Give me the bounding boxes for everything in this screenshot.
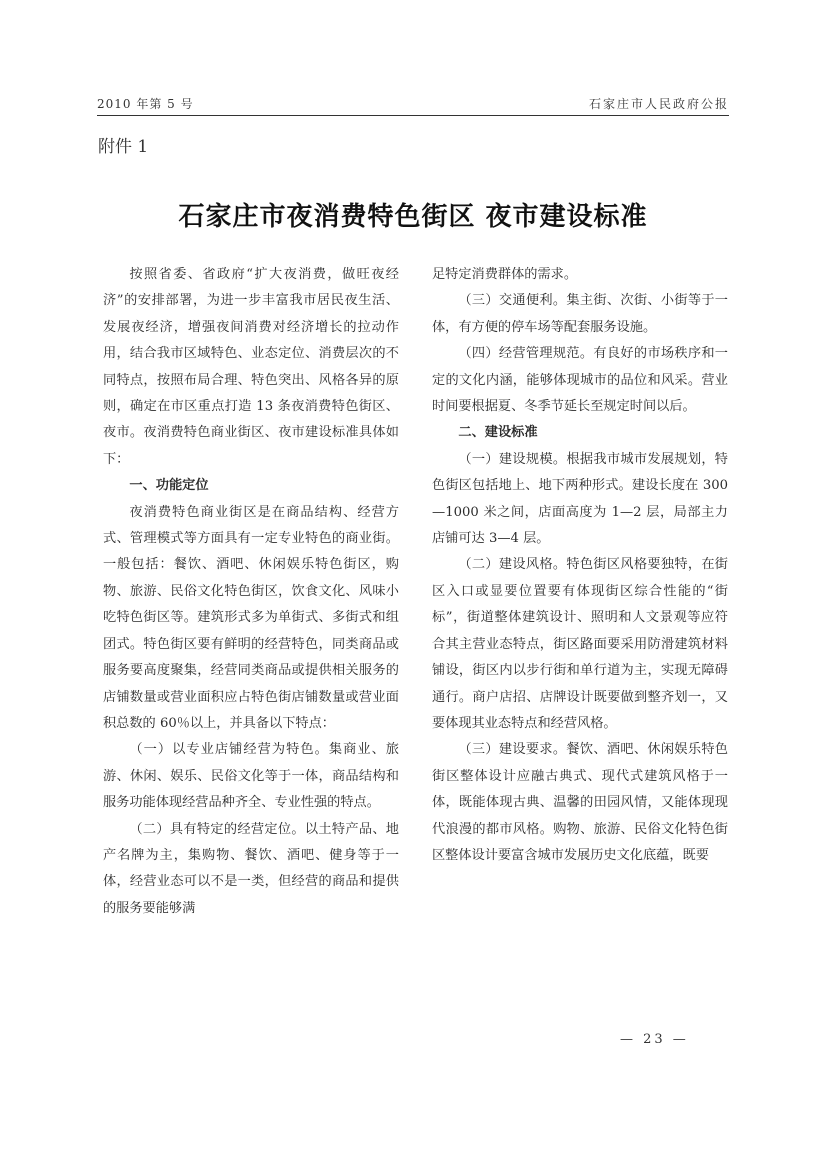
issue-label: 2010 年第 5 号 <box>97 97 194 111</box>
publication-name: 石家庄市人民政府公报 <box>588 97 729 111</box>
paragraph: （三）建设要求。餐饮、酒吧、休闲娱乐特色街区整体设计应融古典式、现代式建筑风格于一体，既能体现古典、温馨的田园风情，又能体现现代浪漫的都市风格。购物、旅游、民俗文化特色街区整体设计要富含城市发展历史文化底蕴，既要 <box>432 742 728 863</box>
paragraph: 夜消费特色商业街区是在商品结构、经营方式、管理模式等方面具有一定专业特色的商业街。一般包括：餐饮、酒吧、休闲娱乐特色街区，购物、旅游、民俗文化特色街区，饮食文化、风味小吃特色街区等。建筑形式多为单街式、多街式和组团式。特色街区要有鲜明的经营特色，同类商品或服务要高度聚集，经营同类商品或提供相关服务的店铺数量或营业面积应占特色街店铺数量或营业面积总数的 60％以上，并具备以下特点： <box>103 504 399 731</box>
attachment-label: 附件 1 <box>98 137 149 157</box>
page-number: — 23 — <box>620 1032 689 1047</box>
left-column <box>103 262 399 922</box>
running-header <box>97 95 729 115</box>
paragraph-continuation: 足特定消费群体的需求。 <box>432 267 578 282</box>
paragraph: （一）建设规模。根据我市城市发展规划，特色街区包括地上、地下两种形式。建设长度在 300—1000 米之间，店面高度为 1—2 层，局部主力店铺可达 3—4 层。 <box>432 451 728 547</box>
paragraph: （二）具有特定的经营定位。以土特产品、地产名牌为主，集购物、餐饮、酒吧、健身等于一体，经营业态可以不是一类，但经营的商品和提供的服务要能够满 <box>103 821 399 916</box>
section-heading: 二、建设标准 <box>458 425 538 441</box>
document-title: 石家庄市夜消费特色街区 夜市建设标准 <box>178 202 648 232</box>
paragraph: （三）交通便利。集主街、次街、小街等于一体，有方便的停车场等配套服务设施。 <box>432 293 728 335</box>
paragraph: 按照省委、省政府“扩大夜消费，做旺夜经济”的安排部署，为进一步丰富我市居民夜生活、发展夜经济，增强夜间消费对经济增长的拉动作用，结合我市区域特色、业态定位、消费层次的不同特点，按照布局合理、特色突出、风格各异的原则，确定在市区重点打造 13 条夜消费特色街区、夜市。夜消费特色商业街区、夜市建设标准具体如下： <box>103 267 399 467</box>
header-rule <box>97 115 729 116</box>
right-column <box>432 262 728 869</box>
section-heading: 一、功能定位 <box>129 478 209 494</box>
paragraph: （二）建设风格。特色街区风格要独特，在街区入口或显要位置要有体现街区综合性能的“街标”，街道整体建筑设计、照明和人文景观等应符合其主营业态特点，街区路面要采用防滑建筑材料铺设，街区内以步行街和单行道为主，实现无障碍通行。商户店招、店牌设计既要做到整齐划一，又要体现其业态特点和经营风格。 <box>432 557 728 731</box>
paragraph: （一）以专业店铺经营为特色。集商业、旅游、休闲、娱乐、民俗文化等于一体，商品结构和服务功能体现经营品种齐全、专业性强的特点。 <box>103 742 399 811</box>
paragraph: （四）经营管理规范。有良好的市场秩序和一定的文化内涵，能够体现城市的品位和风采。营业时间要根据夏、冬季节延长至规定时间以后。 <box>432 346 728 415</box>
